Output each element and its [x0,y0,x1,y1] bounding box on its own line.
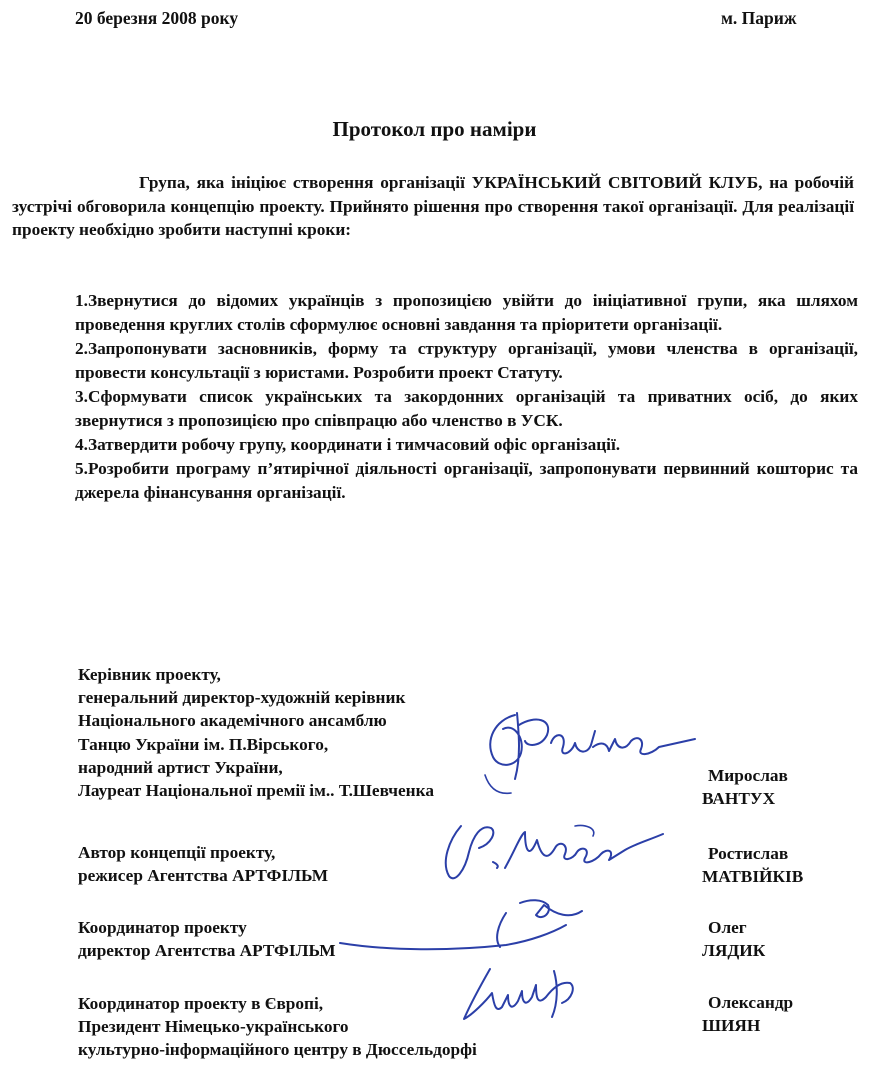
signature-matviykiv [425,810,675,890]
role-line: Автор концепції проекту, [78,843,276,862]
role-line: Національного академічного ансамблю [78,711,387,731]
document-date: 20 березня 2008 року [75,8,239,28]
step-item: 4.Затвердити робочу групу, координати і тимчасовий офіс організації. [75,435,621,454]
role-line: режисер Агентства АРТФІЛЬМ [78,866,329,886]
intro-text-after: , на робочій зустрічі обговорила концепцію проекту. Прийнято рішення про створення такої організації. Для реалізації проекту необхідно зробити наступні кроки: [12,173,855,240]
signatory-role-2 [78,841,328,887]
signatory-first-name-4: Олександр [708,993,794,1012]
role-line: Президент Німецько-українського [78,1017,349,1037]
document-title: Протокол про наміри [332,117,537,141]
role-line: директор Агентства АРТФІЛЬМ [78,941,336,961]
role-line: народний артист України, [78,757,283,777]
document-place: м. Париж [721,8,797,28]
steps-list [75,289,858,505]
signature-vantukh [455,695,705,810]
step-item: 3.Сформувати список українських та закордонних організацій та приватних осіб, до яких звернутися з пропозицією про співпрацю або членство в УСК. [75,387,858,430]
signatory-last-name-3: ЛЯДИК [702,941,766,960]
signatory-first-name-2: Ростислав [708,844,789,863]
intro-text-before: Група, яка ініціює створення організації [139,173,472,192]
role-line: Лауреат Національної премії ім.. Т.Шевченка [78,781,434,801]
role-line: генеральний директор-художній керівник [78,688,406,708]
step-item: 5.Розробити програму п’ятирічної діяльності організації, запропонувати первинний кошторис та джерела фінансування організації. [75,459,858,502]
signature-shyyan [450,955,600,1030]
role-line: Координатор проекту в Європі, [78,994,324,1013]
organization-name: УКРАЇНСЬКИЙ СВІТОВИЙ КЛУБ [471,173,759,192]
signatory-role-3 [78,916,336,962]
role-line: Танцю України ім. П.Вірського, [78,734,329,754]
signatory-first-name-3: Олег [708,918,747,937]
step-item: 2.Запропонувати засновників, форму та структуру організації, умови членства в організації, провести консультації з юристами. Розробити проект Статуту. [75,339,858,382]
step-item: 1.Звернутися до відомих українців з пропозицією увійти до ініціативної групи, яка шляхом проведення круглих столів сформулює основні завдання та пріоритети організації. [75,291,858,334]
signatory-last-name-2: МАТВІЙКІВ [702,867,804,886]
intro-paragraph [12,171,854,242]
signatory-last-name-1: ВАНТУХ [702,789,776,808]
signatory-role-1 [78,663,434,802]
signatory-role-4 [78,992,477,1062]
role-line: культурно-інформаційного центру в Дюссельдорфі [78,1040,477,1060]
role-line: Координатор проекту [78,918,247,937]
role-line: Керівник проекту, [78,665,221,684]
signatory-first-name-1: Мирослав [708,766,788,785]
signatory-last-name-4: ШИЯН [702,1016,761,1035]
